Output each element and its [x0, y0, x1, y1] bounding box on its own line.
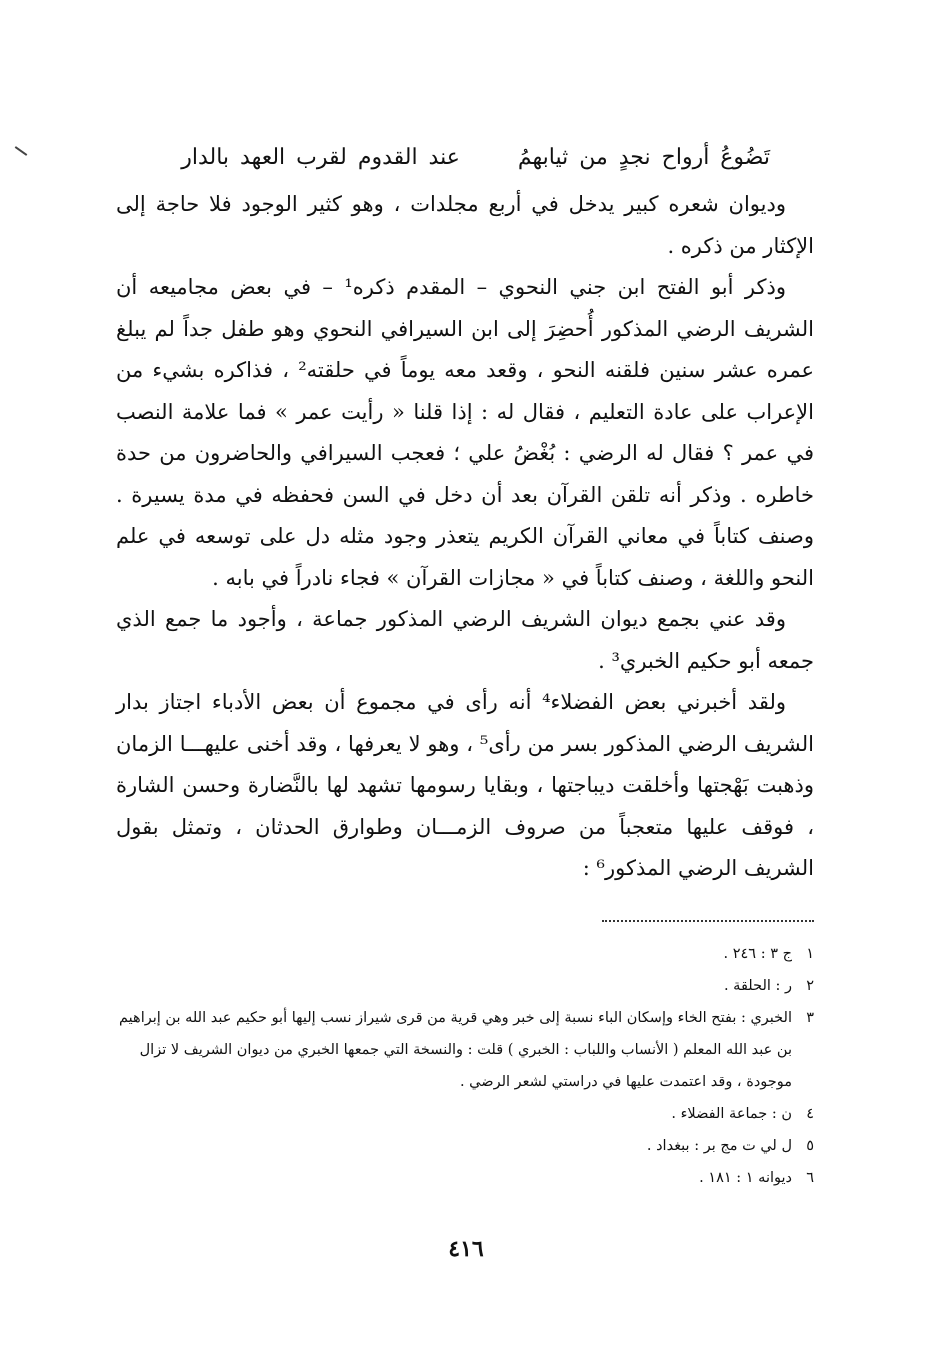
verse-second-hemistich: عند القدوم لقرب العهد بالدار [181, 145, 460, 170]
footnote-number: ٢ [806, 977, 814, 994]
footnote-item [116, 1130, 814, 1162]
footnote-item [116, 938, 814, 970]
footnote-text: ن : جماعة الفضلاء . [671, 1105, 792, 1122]
verse-line [116, 138, 814, 178]
footnote-number: ٥ [806, 1137, 814, 1154]
footnote-item [116, 970, 814, 1002]
footnotes [116, 938, 814, 1194]
paragraph-house-story: ولقد أخبرني بعض الفضلاء⁴ أنه رأى في مجموع أن بعض الأدباء اجتاز بدار الشريف الرضي المذكور بسر من رأى⁵ ، وهو لا يعرفها ، وقد أخنى عليهـــا الزمان وذهبت بَهْجتها وأخلقت ديباجتها ، وبقايا رسومها تشهد لها بالنَّضارة وحسن الشارة ، فوقف عليها متعجباً من صروف الزمـــان وطوارق الحدثان ، وتمثل بقول الشريف الرضي المذكور⁶ : [116, 690, 814, 880]
paragraph-diwan: وديوان شعره كبير يدخل في أربع مجلدات ، وهو كثير الوجود فلا حاجة إلى الإكثار من ذكره . [116, 192, 814, 258]
footnote-item [116, 1162, 814, 1194]
footnote-number: ٤ [806, 1105, 814, 1122]
footnote-divider [602, 920, 814, 922]
footnote-number: ٦ [806, 1169, 814, 1186]
page-number: ٤١٦ [448, 1236, 484, 1262]
footnote-text: ج ٣ : ٢٤٦ . [723, 945, 792, 962]
paragraph-ibn-jinni-anecdote: وذكر أبو الفتح ابن جني النحوي – المقدم ذكره¹ – في بعض مجاميعه أن الشريف الرضي المذكور أُحضِرَ إلى ابن السيرافي النحوي وهو طفل جداً لم يبلغ عمره عشر سنين فلقنه النحو ، وقعد معه يوماً في حلقته² ، فذاكره بشيء من الإعراب على عادة التعليم ، فقال له : إذا قلنا « رأيت عمر » فما علامة النصب في عمر ؟ فقال له الرضي : بُغْضُ علي ؛ فعجب السيرافي والحاضرون من حدة خاطره . وذكر أنه تلقن القرآن بعد أن دخل في السن فحفظه في مدة يسيرة . وصنف كتاباً في معاني القرآن الكريم يتعذر وجود مثله دل على توسعه في علم النحو واللغة ، وصنف كتاباً في « مجازات القرآن » فجاء نادراً في بابه . [116, 275, 814, 590]
footnote-text: الخبري : بفتح الخاء وإسكان الباء نسبة إلى خبر وهي قرية من قرى شيراز نسب إليها أبو حكيم عبد الله بن إبراهيم بن عبد الله المعلم ( الأنساب واللباب : الخبري ) قلت : والنسخة التي جمعها الخبري من ديوان الشريف لا تزال موجودة ، وقد اعتمدت عليها في دراستي لشعر الرضي . [119, 1009, 792, 1090]
footnote-item [116, 1002, 814, 1098]
footnote-text: ل لي ت مج بر : ببغداد . [646, 1137, 792, 1154]
footnote-text: ديوانه ١ : ١٨١ . [699, 1169, 792, 1186]
paragraph-diwan-compilers: وقد عني بجمع ديوان الشريف الرضي المذكور جماعة ، وأجود ما جمع الذي جمعه أبو حكيم الخبري³ . [116, 607, 814, 673]
body-text [116, 184, 814, 890]
footnote-text: ر : الحلقة . [723, 977, 792, 994]
footnote-item [116, 1098, 814, 1130]
margin-mark [15, 146, 28, 156]
verse-first-hemistich: تَضُوعُ أرواح نجدٍ من ثيابهمُ [517, 145, 770, 170]
footnote-number: ١ [806, 945, 814, 962]
footnote-number: ٣ [806, 1009, 814, 1026]
